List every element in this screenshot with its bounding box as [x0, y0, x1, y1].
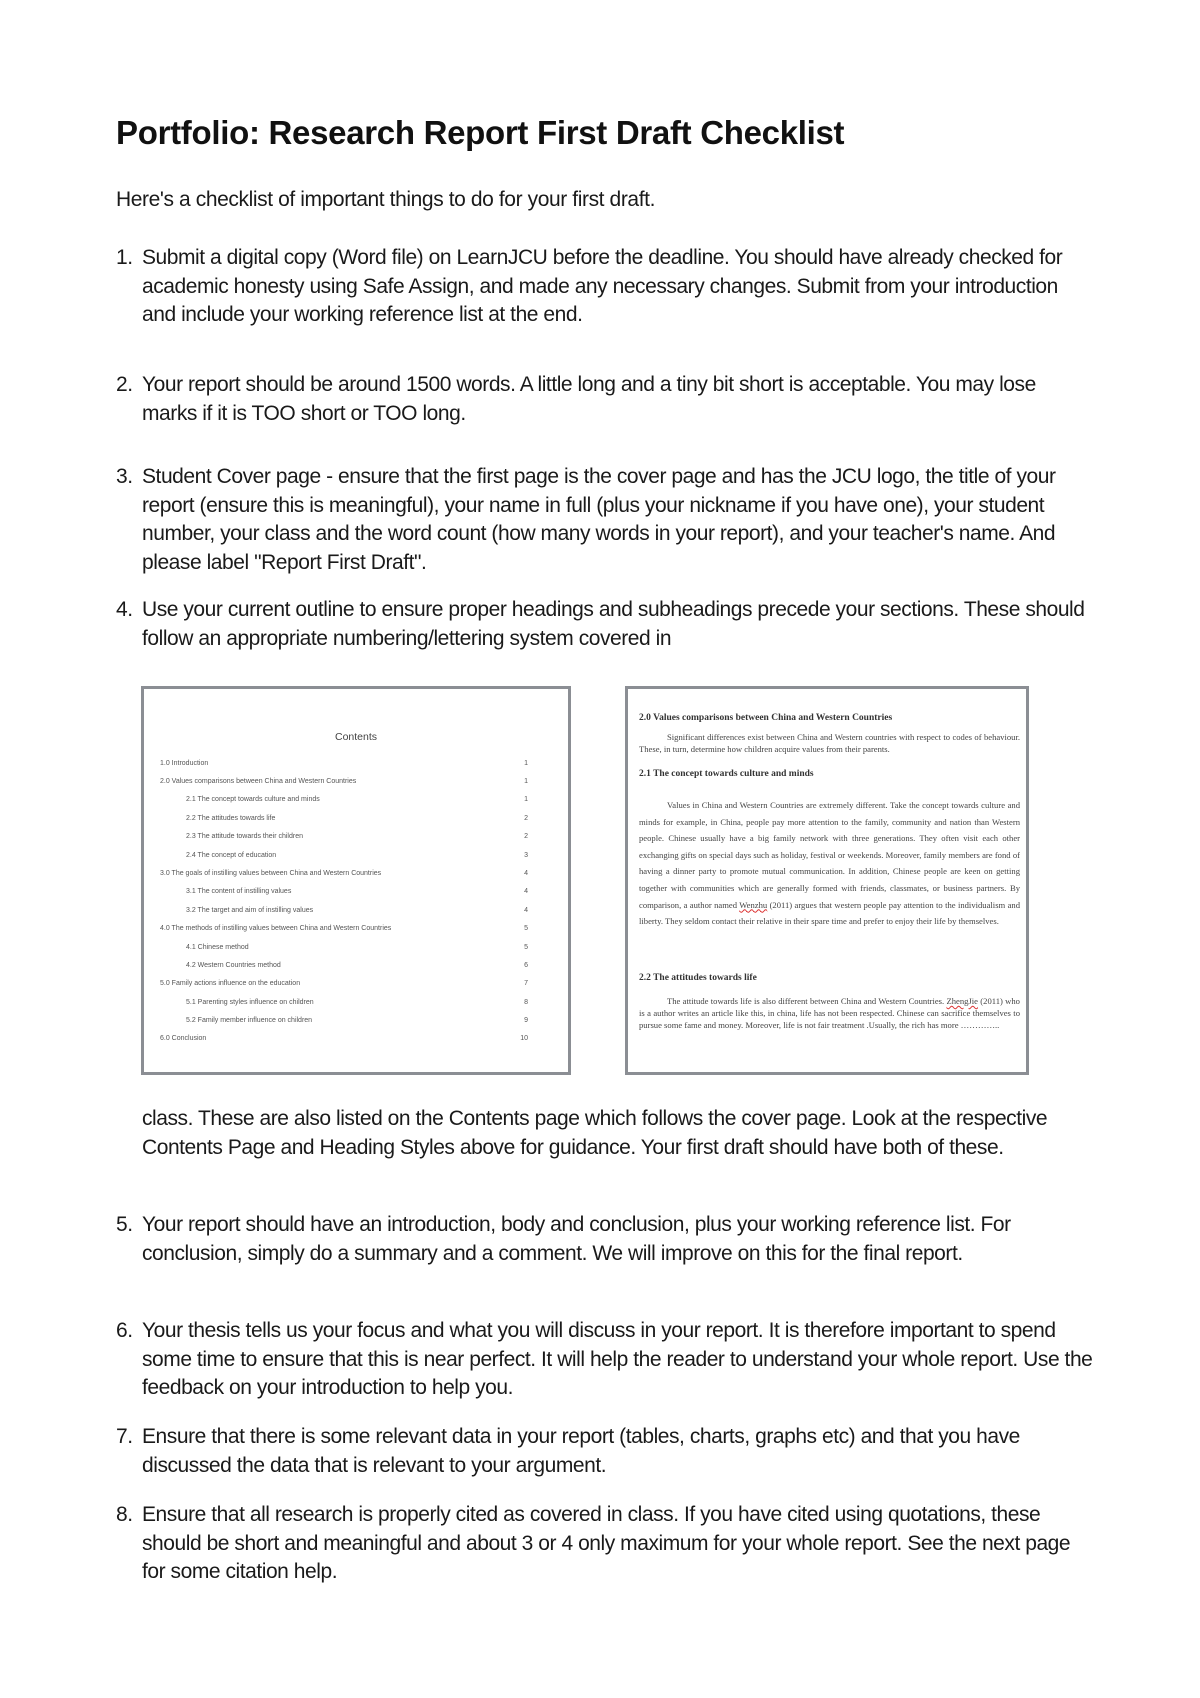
- toc-row: 3.2 The target and aim of instilling values 4: [186, 907, 528, 914]
- toc-row: 5.1 Parenting styles influence on children 8: [186, 999, 528, 1006]
- sample-heading-2-1: 2.1 The concept towards culture and minds: [639, 769, 814, 779]
- toc-row: 2.2 The attitudes towards life 2: [186, 815, 528, 822]
- sample-heading-2-2: 2.2 The attitudes towards life: [639, 973, 757, 983]
- contents-title: Contents: [334, 731, 378, 743]
- intro-text: Here's a checklist of important things to do for your first draft.: [116, 188, 656, 211]
- item-text: Your report should have an introduction, body and conclusion, plus your working reference list. For conclusion, simply do a summary and a comment. We will improve on this for the final report.: [142, 1213, 1011, 1265]
- page-title: Portfolio: Research Report First Draft Checklist: [116, 114, 845, 151]
- toc-row: 3.1 The content of instilling values 4: [186, 888, 528, 895]
- toc-row: 6.0 Conclusion 10: [160, 1035, 528, 1042]
- toc-row: 1.0 Introduction 1: [160, 760, 528, 767]
- checklist-item-1: [116, 244, 1096, 330]
- toc-row: 3.0 The goals of instilling values between China and Western Countries 4: [160, 870, 528, 877]
- checklist-item-6: [116, 1317, 1096, 1403]
- sample-paragraph: Values in China and Western Countries are extremely different. Take the concept towards culture and minds for example, in China, people pay more attention to the family, community and nation than Western people. Chinese usually have a big family network with three generations. They often visit each other exchanging gifts on special days such as holiday, festival or weekends. Moreover, family members are fond of having a dinner party to promote mutual communication. In addition, Chinese people are keen on getting together with communities which are generally formed with friends, classmates, or business partners. By comparison, a author named Wenzhu (2011) argues that western people pay attention to the individualism and liberty. They seldom contact their relative in their spare time and prefer to enjoy their life by themselves.: [639, 800, 1020, 927]
- sample-heading-2-0: 2.0 Values comparisons between China and Western Countries: [639, 713, 893, 723]
- item-text: Your report should be around 1500 words. A little long and a tiny bit short is acceptable. You may lose marks if it is TOO short or TOO long.: [142, 373, 1036, 425]
- toc-row: 4.0 The methods of instilling values between China and Western Countries 5: [160, 925, 528, 932]
- item-number: 7.: [116, 1425, 133, 1448]
- checklist-item-5: [116, 1211, 1096, 1268]
- item-text: class. These are also listed on the Contents page which follows the cover page. Look at the respective Contents Page and Heading Styles above for guidance. Your first draft should have both of these.: [142, 1107, 1048, 1159]
- sample-paragraph: The attitude towards life is also different between China and Western Countries. ZhengJie (2011) who is a author writes an article like this, in china, life has not been respected. Chinese can sacrifice themselves to pursue some fame and money. Moreover, life is not fair treatment .Usually, the rich has more …………..: [639, 996, 1020, 1031]
- item-number: 2.: [116, 373, 133, 396]
- item-text: Use your current outline to ensure proper headings and subheadings precede your sections. These should follow an appropriate numbering/lettering system covered in: [142, 598, 1085, 650]
- checklist-item-4-continued: [116, 1105, 1096, 1162]
- item-text: Submit a digital copy (Word file) on LearnJCU before the deadline. You should have already checked for academic honesty using Safe Assign, and made any necessary changes. Submit from your introduction and include your working reference list at the end.: [142, 246, 1063, 326]
- contents-page-figure: [141, 686, 571, 1075]
- toc-row: 5.2 Family member influence on children 9: [186, 1017, 528, 1024]
- checklist-item-4: [116, 596, 1096, 653]
- checklist-item-2: [116, 371, 1096, 428]
- item-number: 3.: [116, 465, 133, 488]
- sample-paragraph: Significant differences exist between China and Western countries with respect to codes of behaviour. These, in turn, determine how children acquire values from their parents.: [639, 732, 1020, 755]
- toc-row: 4.1 Chinese method 5: [186, 944, 528, 951]
- checklist-item-8: [116, 1501, 1096, 1587]
- item-number: 6.: [116, 1319, 133, 1342]
- item-text: Student Cover page - ensure that the first page is the cover page and has the JCU logo, the title of your report (ensure this is meaningful), your name in full (plus your nickname if you have one), your student number, your class and the word count (how many words in your report), and your teacher's name. And please label "Report First Draft".: [142, 465, 1056, 574]
- item-number: 4.: [116, 598, 133, 621]
- toc-row: 2.1 The concept towards culture and minds 1: [186, 796, 528, 803]
- item-number: 1.: [116, 246, 133, 269]
- item-number: 5.: [116, 1213, 133, 1236]
- item-text: Ensure that there is some relevant data in your report (tables, charts, graphs etc) and that you have discussed the data that is relevant to your argument.: [142, 1425, 1020, 1477]
- toc-row: 2.3 The attitude towards their children 2: [186, 833, 528, 840]
- toc-row: 2.4 The concept of education 3: [186, 852, 528, 859]
- item-text: Ensure that all research is properly cited as covered in class. If you have cited using quotations, these should be short and meaningful and about 3 or 4 only maximum for your whole report. See the next page for some citation help.: [142, 1503, 1071, 1583]
- item-text: Your thesis tells us your focus and what you will discuss in your report. It is therefore important to spend some time to ensure that this is near perfect. It will help the reader to understand your whole report. Use the feedback on your introduction to help you.: [142, 1319, 1093, 1399]
- toc-row: 4.2 Western Countries method 6: [186, 962, 528, 969]
- heading-styles-figure: [625, 686, 1029, 1075]
- checklist-item-3: [116, 463, 1096, 577]
- checklist-item-7: [116, 1423, 1096, 1480]
- toc-row: 2.0 Values comparisons between China and Western Countries 1: [160, 778, 528, 785]
- item-number: 8.: [116, 1503, 133, 1526]
- toc-row: 5.0 Family actions influence on the education 7: [160, 980, 528, 987]
